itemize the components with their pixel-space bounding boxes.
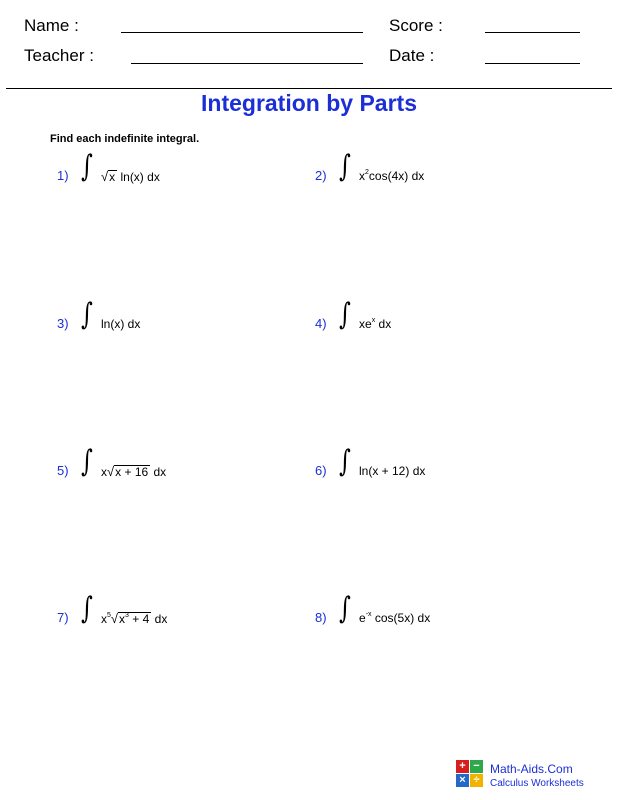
times-icon: × xyxy=(456,774,469,787)
problem-number: 1) xyxy=(57,168,69,183)
problem-4 xyxy=(315,297,555,344)
score-field[interactable] xyxy=(485,32,580,33)
header-divider xyxy=(6,88,612,89)
name-field[interactable] xyxy=(121,32,363,33)
integral-sign: ∫ xyxy=(339,297,351,332)
problem-number: 5) xyxy=(57,463,69,478)
date-field[interactable] xyxy=(485,63,580,64)
problem-expression: $x^5√x^3 + 4$ dx xyxy=(101,611,168,626)
logo-name: Math-Aids.Com xyxy=(490,762,573,776)
problem-expression: x√x + 16 dx xyxy=(101,464,167,479)
score-label: Score : xyxy=(389,16,443,35)
problem-expression: $xe^x$ dx xyxy=(359,317,392,331)
logo-subtitle: Calculus Worksheets xyxy=(490,778,584,789)
problem-2 xyxy=(315,149,555,196)
plus-icon: + xyxy=(456,760,469,773)
operations-icon xyxy=(456,760,484,788)
integral-sign: ∫ xyxy=(81,297,93,332)
problem-5 xyxy=(57,444,297,491)
integral-sign: ∫ xyxy=(81,444,93,479)
problem-number: 8) xyxy=(315,610,327,625)
problem-number: 6) xyxy=(315,463,327,478)
problem-expression: $e^{-x}$ cos(5x) dx xyxy=(359,611,431,625)
problem-number: 7) xyxy=(57,610,69,625)
teacher-label: Teacher : xyxy=(24,46,94,65)
math-aids-logo[interactable] xyxy=(456,760,606,794)
problem-expression: ln(x + 12) dx xyxy=(359,464,426,478)
date-label: Date : xyxy=(389,46,435,65)
square-root: $√x^3 + 4$ xyxy=(110,611,150,626)
problem-expression: √x ln(x) dx xyxy=(101,169,160,184)
integral-sign: ∫ xyxy=(339,591,351,626)
problem-1 xyxy=(57,149,297,196)
integral-sign: ∫ xyxy=(339,444,351,479)
problem-6 xyxy=(315,444,555,491)
integral-sign: ∫ xyxy=(81,591,93,626)
integral-sign: ∫ xyxy=(81,149,93,184)
problem-8 xyxy=(315,591,555,638)
problem-number: 4) xyxy=(315,316,327,331)
problem-expression: ln(x) dx xyxy=(101,317,141,331)
problem-number: 2) xyxy=(315,168,327,183)
problem-number: 3) xyxy=(57,316,69,331)
teacher-field[interactable] xyxy=(131,63,363,64)
instructions: Find each indefinite integral. xyxy=(50,133,200,145)
name-label: Name : xyxy=(24,16,79,35)
square-root: √x + 16 xyxy=(107,464,149,479)
problem-expression: $x^2\cos(4x)$ dx xyxy=(359,169,425,183)
integral-sign: ∫ xyxy=(339,149,351,184)
problem-7 xyxy=(57,591,297,638)
divide-icon: ÷ xyxy=(470,774,483,787)
worksheet-title: Integration by Parts xyxy=(201,90,417,116)
problem-3 xyxy=(57,297,297,344)
minus-icon: − xyxy=(470,760,483,773)
square-root: √x xyxy=(101,169,116,184)
